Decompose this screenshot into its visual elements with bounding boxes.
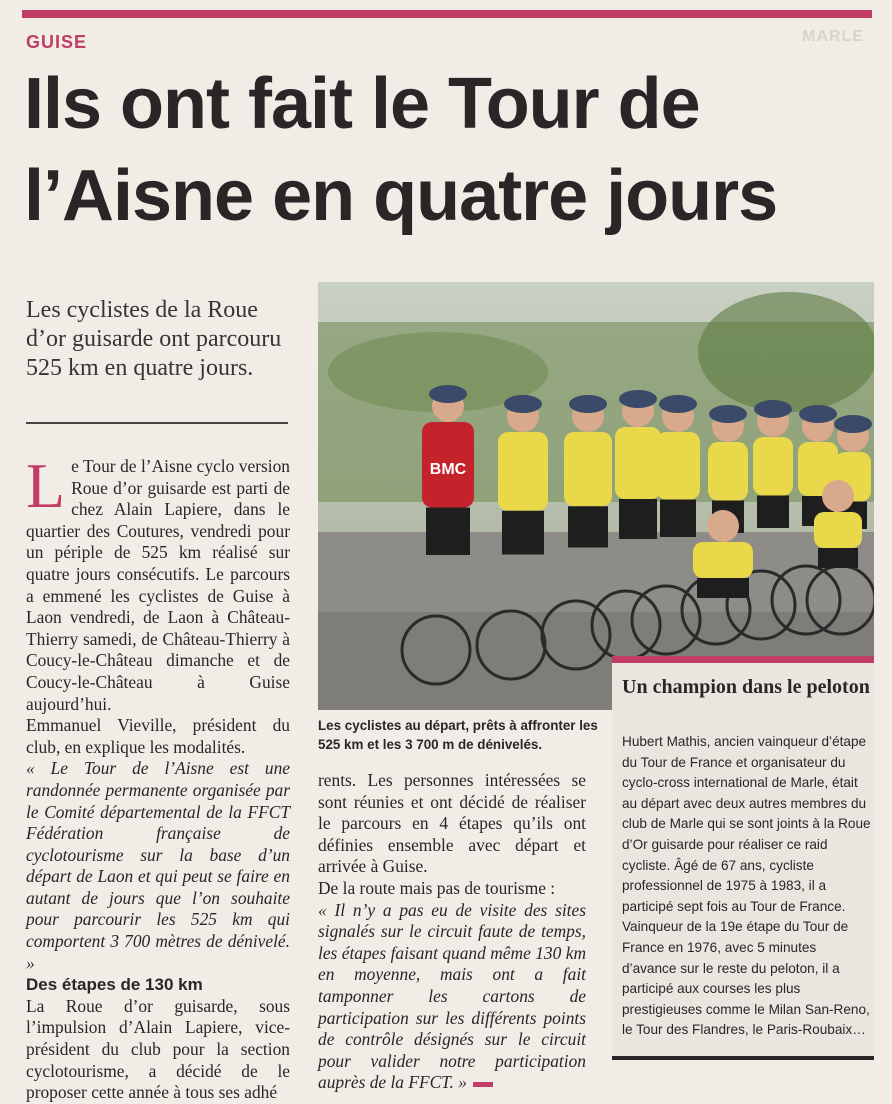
rider-jersey-6 — [753, 437, 793, 496]
sidebar-body: Hubert Mathis, ancien vainqueur d’étape du Tour de France et organisateur du cyclo-cross international de Marle, était au départ avec deux autres membres du club de Marle qui se sont joints à la Roue d’Or guisarde pour réaliser ce raid cycliste. Âgé de 67 ans, cycliste professionnel de 1975 à 1983, il a participé sept fois au Tour de France. Vainqueur de la 19e étape du Tour de France en 1976, avec 5 minutes d’avance sur le reste du peloton, il a participé aux courses les plus prestigieuses comme le Milan San-Reno, le Tour des Flandres, le Paris-Roubaix… — [622, 734, 871, 1038]
rider-helmet-0 — [429, 385, 467, 403]
rider-helmet-7 — [799, 405, 837, 423]
rider-helmet-5 — [709, 405, 747, 423]
rider-jersey-4 — [656, 432, 700, 500]
rider-shorts-4 — [660, 500, 696, 538]
rider-helmet-6 — [754, 400, 792, 418]
article-column-2 — [318, 770, 586, 1094]
article-paragraph-3-start: La Roue d’or guisarde, sous l’impulsion d’Alain Lapiere, vice-président du club pour la section cyclotourisme, a décidé de le proposer cette année à tous ses adhé — [26, 995, 290, 1103]
rider-helmet-1 — [504, 395, 542, 413]
rider-shorts-10 — [818, 548, 858, 568]
section-tag: GUISE — [26, 32, 88, 52]
rider-helmet-2 — [569, 395, 607, 413]
article-subhead: Des étapes de 130 km — [26, 975, 203, 995]
photo-caption: Les cyclistes au départ, prêts à affronter les 525 km et les 3 700 m de dénivelés. — [318, 718, 598, 752]
sidebar-title: Un champion dans le peloton — [622, 676, 870, 698]
end-mark — [473, 1082, 493, 1087]
rider-jersey-10 — [814, 512, 862, 548]
headline: Ils ont fait le Tour de l’Aisne en quatre jours — [24, 64, 778, 236]
article-quote-1: « Le Tour de l’Aisne est une randonnée permanente organisée par le Comité départemental de la FFCT Fédération française de cyclotourisme sur la base d’un départ de Laon et qui peut se faire en autant de jours que l’on souhaite pour parcourir les 525 km qui comportent 3 700 mètres de dénivelé. » — [26, 758, 290, 973]
sidebar-bottom-rule — [612, 1056, 874, 1060]
top-rule — [22, 10, 872, 18]
rider-jersey-5 — [708, 442, 748, 501]
rider-shorts-9 — [697, 578, 749, 598]
rider-jersey-1 — [498, 432, 548, 511]
rider-shorts-6 — [757, 496, 789, 529]
rider-jersey-9 — [693, 542, 753, 578]
article-paragraph-4: De la route mais pas de tourisme : — [318, 877, 556, 898]
article-paragraph-1: e Tour de l’Aisne cyclo version Roue d’or guisarde est parti de chez Alain Lapiere, dans le quartier des Coutures, vendredi pour un périple de 525 km réalisé sur quatre jours consécutifs. Le parcours a emmené les cyclistes de Guise à Laon vendredi, de Laon à Château-Thierry samedi, de Château-Thierry à Coucy-le-Château dimanche et de Coucy-le-Château à Guise aujourd’hui. — [26, 456, 290, 714]
rider-shorts-2 — [568, 506, 608, 547]
sidebar-box — [612, 656, 874, 1060]
rider-shorts-1 — [502, 511, 544, 555]
rider-helmet-3 — [619, 390, 657, 408]
lead-paragraph: Les cyclistes de la Roue d’or guisarde ont parcouru 525 km en quatre jours. — [26, 297, 282, 381]
rider-jersey-2 — [564, 432, 612, 506]
article-quote-2-text: « Il n’y a pas eu de visite des sites signalés sur le circuit faute de temps, les étapes faisant quand même 130 km en moyenne, mais ont a fait tamponner les cartons de participation sur les différents points de contrôle désignés sur le circuit pour valider notre participation auprès de la FFCT. » — [318, 899, 586, 1093]
group-photo — [318, 282, 874, 710]
rider-head-9 — [707, 510, 739, 542]
jersey-logo-text: BMC — [429, 461, 467, 478]
rider-helmet-4 — [659, 395, 697, 413]
sidebar-rule — [612, 656, 874, 663]
rider-jersey-3 — [615, 427, 661, 499]
rider-shorts-3 — [619, 499, 657, 539]
adjacent-section-tag: MARLE — [802, 28, 864, 45]
rider-head-10 — [822, 480, 854, 512]
article-column-1 — [26, 450, 290, 1104]
rider-helmet-8 — [834, 415, 872, 433]
rider-shorts-0 — [426, 508, 470, 556]
article-quote-2 — [318, 900, 586, 1094]
article-paragraph-2: Emmanuel Vieville, président du club, en explique les modalités. — [26, 715, 290, 757]
dropcap: L — [26, 450, 66, 521]
article-paragraph-3-end: rents. Les personnes intéressées se sont réunies et ont décidé de réaliser le parcours en 4 étapes qu’ils ont définies ensemble avec départ et arrivée à Guise. — [318, 770, 586, 877]
lead-rule — [26, 422, 288, 424]
cyclists-photo-illustration — [318, 282, 874, 710]
